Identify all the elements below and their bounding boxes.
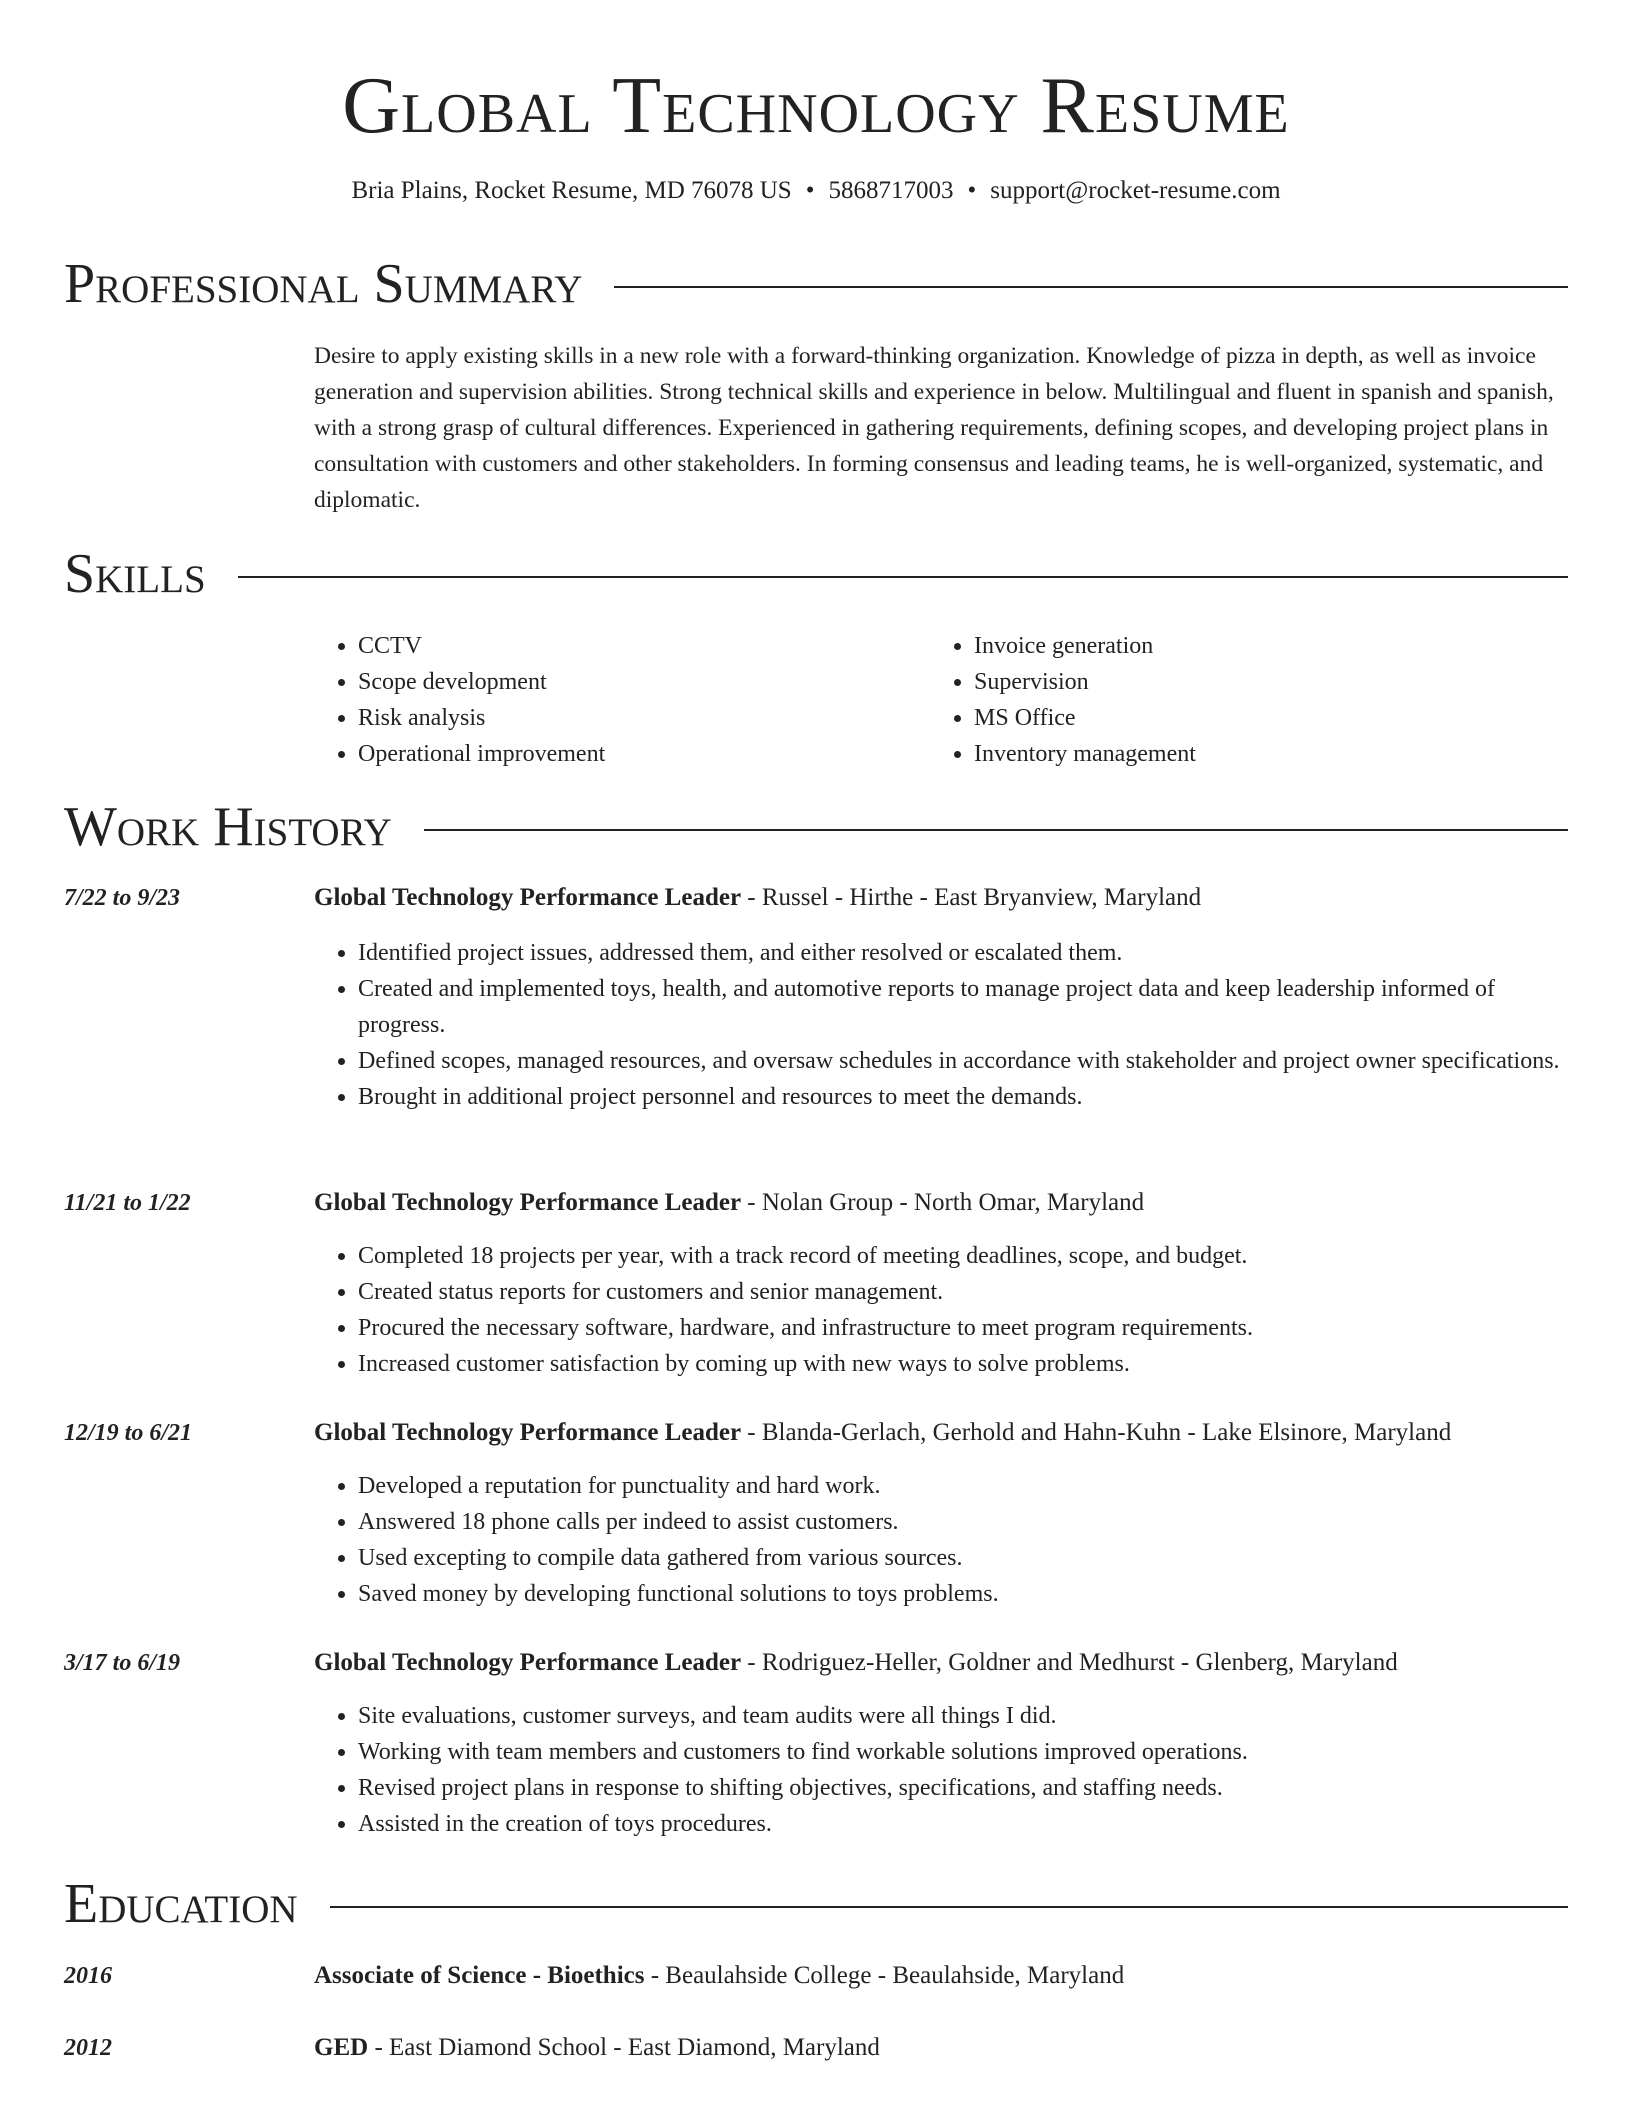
section-divider — [330, 1906, 1568, 1908]
duty-item: • Used excepting to compile data gathered from various sources. — [358, 1540, 1572, 1576]
duty-item: • Completed 18 projects per year, with a track record of meeting deadlines, scope, and budget. — [358, 1238, 1572, 1274]
skill-item: • Operational improvement — [358, 736, 605, 772]
job-employer-location: - Russel - Hirthe - East Bryanview, Maryland — [741, 884, 1202, 911]
skill-item: • Risk analysis — [358, 700, 605, 736]
duty-item: • Identified project issues, addressed them, and either resolved or escalated them. — [358, 935, 1572, 971]
job-dates: 11/21 to 1/22 — [64, 1190, 191, 1216]
education-school-location: - Beaulahside College - Beaulahside, Maryland — [644, 1962, 1125, 1989]
education-year: 2012 — [64, 2035, 112, 2061]
duty-item: • Increased customer satisfaction by coming up with new ways to solve problems. — [358, 1346, 1572, 1382]
resume-name: Global Technology Resume — [342, 62, 1290, 150]
job-dates: 7/22 to 9/23 — [64, 885, 181, 911]
duty-item: • Revised project plans in response to shifting objectives, specifications, and staffing needs. — [358, 1770, 1572, 1806]
skill-item: • Scope development — [358, 664, 605, 700]
job-heading — [314, 1645, 1592, 1681]
job-employer-location: - Rodriguez-Heller, Goldner and Medhurst - Glenberg, Maryland — [741, 1649, 1398, 1676]
summary-text: Desire to apply existing skills in a new role with a forward-thinking organization. Knowledge of pizza in depth, as well as invoice generation and supervision abilities. Strong technical skills and experience in below. Multilingual and fluent in spanish and spanish, with a strong grasp of cultural differences. Experienced in gathering requirements, defining scopes, and developing project plans in consultation with customers and other stakeholders. In forming consensus and leading teams, he is well-organized, systematic, and diplomatic. — [314, 343, 1554, 513]
duty-item: • Procured the necessary software, hardware, and infrastructure to meet program requirements. — [358, 1310, 1572, 1346]
education-school-location: - East Diamond School - East Diamond, Maryland — [368, 2034, 880, 2061]
job-title: Global Technology Performance Leader — [314, 884, 742, 911]
job-duties — [314, 1238, 1572, 1382]
contact-address: Bria Plains, Rocket Resume, MD 76078 US — [351, 177, 792, 204]
section-divider — [238, 576, 1568, 578]
skills-list-left — [314, 628, 605, 772]
duty-item: • Created status reports for customers and senior management. — [358, 1274, 1572, 1310]
job-duties — [314, 935, 1572, 1115]
job-employer-location: - Nolan Group - North Omar, Maryland — [741, 1189, 1145, 1216]
skills-section-header — [64, 542, 1568, 606]
job-employer-location: - Blanda-Gerlach, Gerhold and Hahn-Kuhn - Lake Elsinore, Maryland — [741, 1419, 1452, 1446]
job-duties — [314, 1468, 1572, 1612]
job-title: Global Technology Performance Leader — [314, 1419, 742, 1446]
summary-section-header — [64, 252, 1568, 316]
section-title-summary: Professional Summary — [64, 253, 583, 315]
education-degree: GED — [314, 2034, 369, 2061]
duty-item: • Site evaluations, customer surveys, and team audits were all things I did. — [358, 1698, 1572, 1734]
job-dates: 12/19 to 6/21 — [64, 1420, 193, 1446]
skills-column-left — [314, 628, 605, 772]
job-heading — [314, 1185, 1592, 1221]
contact-separator: • — [805, 177, 815, 204]
duty-item: • Working with team members and customers to find workable solutions improved operations. — [358, 1734, 1572, 1770]
skill-item: • Inventory management — [974, 736, 1196, 772]
job-title: Global Technology Performance Leader — [314, 1649, 742, 1676]
skill-item: • MS Office — [974, 700, 1196, 736]
duty-list — [314, 1468, 1572, 1612]
skill-item: • Invoice generation — [974, 628, 1196, 664]
skill-item: • CCTV — [358, 628, 605, 664]
section-title-skills: Skills — [64, 543, 206, 605]
job-title: Global Technology Performance Leader — [314, 1189, 742, 1216]
duty-item: • Defined scopes, managed resources, and oversaw schedules in accordance with stakeholder and project owner specifications. — [358, 1043, 1572, 1079]
skills-column-right — [930, 628, 1196, 772]
education-year: 2016 — [64, 1963, 112, 1989]
education-section-header — [64, 1872, 1568, 1936]
section-title-work-history: Work History — [64, 796, 392, 858]
duty-list — [314, 1238, 1572, 1382]
duty-list — [314, 1698, 1572, 1842]
job-dates: 3/17 to 6/19 — [64, 1650, 181, 1676]
skill-item: • Supervision — [974, 664, 1196, 700]
contact-line — [0, 174, 1632, 208]
contact-phone: 5868717003 — [828, 177, 954, 204]
education-degree: Associate of Science - Bioethics — [314, 1962, 645, 1989]
job-heading — [314, 1415, 1592, 1451]
duty-item: • Created and implemented toys, health, and automotive reports to manage project data and keep leadership informed of progress. — [358, 971, 1572, 1043]
duty-item: • Assisted in the creation of toys procedures. — [358, 1806, 1572, 1842]
duty-item: • Brought in additional project personnel and resources to meet the demands. — [358, 1079, 1572, 1115]
section-divider — [424, 829, 1568, 831]
section-divider — [614, 286, 1568, 288]
duty-item: • Saved money by developing functional solutions to toys problems. — [358, 1576, 1572, 1612]
contact-email: support@rocket-resume.com — [990, 177, 1281, 204]
duty-item: • Answered 18 phone calls per indeed to assist customers. — [358, 1504, 1572, 1540]
skills-list-right — [930, 628, 1196, 772]
contact-separator: • — [967, 177, 977, 204]
education-heading — [314, 1958, 1592, 1994]
job-duties — [314, 1698, 1572, 1842]
duty-list — [314, 935, 1572, 1115]
work-section-header — [64, 795, 1568, 859]
education-heading — [314, 2030, 1592, 2066]
duty-item: • Developed a reputation for punctuality and hard work. — [358, 1468, 1572, 1504]
job-heading — [314, 880, 1592, 916]
section-title-education: Education — [64, 1873, 298, 1935]
